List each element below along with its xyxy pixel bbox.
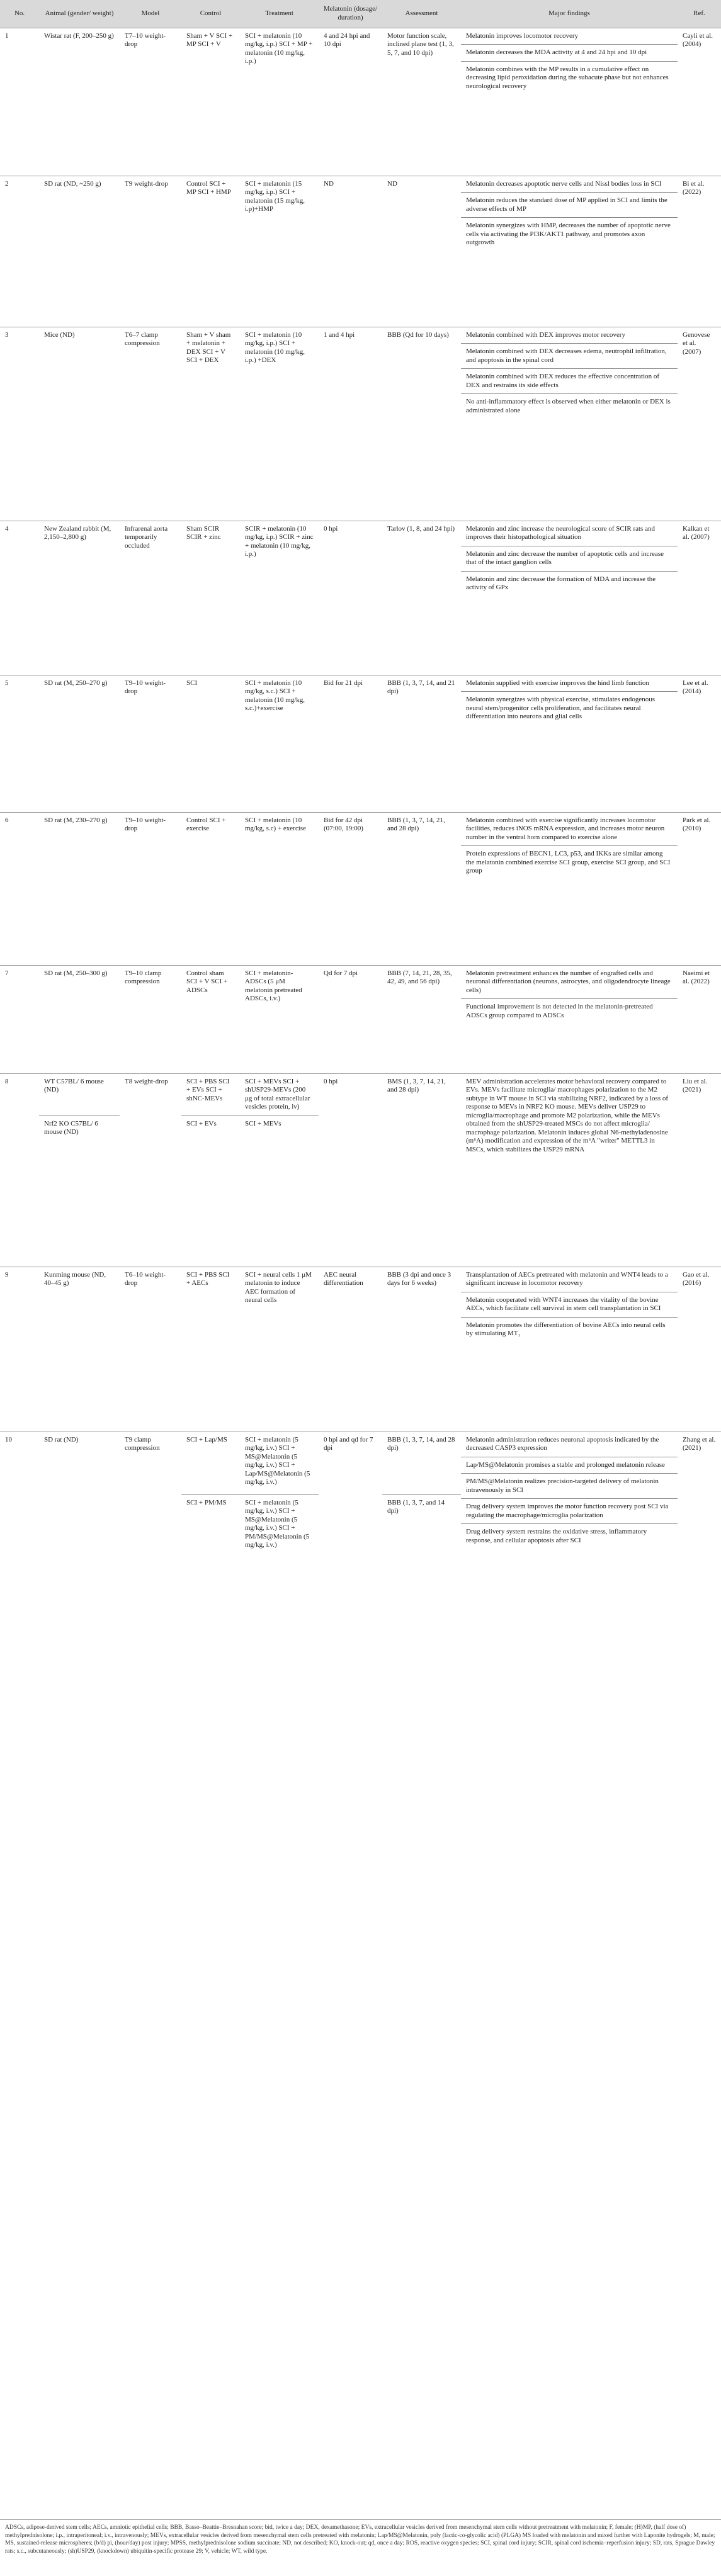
header-findings: Major findings (461, 0, 678, 28)
cell-model: T8 weight-drop (120, 1073, 181, 1267)
cell-control: Control sham SCI + V SCI + ADSCs (181, 965, 240, 1073)
cell-control: Sham + V SCI + MP SCI + V (181, 28, 240, 176)
cell-assessment: BBB (1, 3, 7, and 14 dpi) (387, 1498, 445, 1515)
finding-item: Melatonin improves locomotor recovery (461, 28, 678, 45)
cell-ref: Gao et al. (2016) (678, 1267, 721, 1432)
cell-control: SCI + PBS SCI + EVs SCI + shNC-MEVs (181, 1073, 240, 1116)
cell-findings (461, 812, 678, 965)
finding-item: Melatonin combined with DEX improves motor recovery (461, 327, 678, 344)
cell-control: SCI + PBS SCI + AECs (181, 1267, 240, 1432)
cell-animal: SD rat (ND, ~250 g) (39, 176, 120, 327)
cell-control: Sham SCIR SCIR + zinc (181, 521, 240, 675)
header-no: No. (0, 0, 39, 28)
finding-item: Drug delivery system restrains the oxidative stress, inflammatory response, and cellular apoptosis after SCI (466, 1528, 647, 1544)
header-treatment: Treatment (240, 0, 319, 28)
cell-animal: Kunming mouse (ND, 40–45 g) (39, 1267, 120, 1432)
cell-assessment: BBB (1, 3, 7, 14, and 21 dpi) (382, 675, 461, 812)
table-footnote: ADSCs, adipose-derived stem cells; AECs, amniotic epithelial cells; BBB, Basso–Beattie–Bresnahan score; bid, twice a day; DEX, dexamethasone; EVs, extracellular vesicles derived from mesenchymal stem cells without pretreatment with melatonin; F, female; (H)MP, (half dose of) methylprednisolone; i.p., intraperitoneal; i.v., intravenously; MEVs, extracellular vesicles derived from mesenchymal stem cells pretreated with melatonin; Lap/MS@Melatonin, poly (lactic-co-glycolic acid) (PLGA) MS loaded with melatonin and mixed further with Laponite hydrogels; M, male; MS, sustained-release microspheres; (b/d) pi, (hour/day) post injury; MPSS, methylprednisolone sodium succinate; ND, not described; KO, knock-out; qd, once a day; ROS, reactive oxygen species; SCI, spinal cord injury; SCIR, spinal cord ischemia–reperfusion injury; SD, rats, Sprague Dawley rats; s.c., subcutaneously; (sh)USP29, (knockdown) ubiquitin-specific protease 29; V, vehicle; WT, wild type. (0, 2519, 721, 2555)
finding-item: Protein expressions of BECN1, LC3, p53, and IKKs are similar among the melatonin combined exercise SCI group, exercise SCI group, and SCI group (466, 850, 671, 874)
cell-melatonin: 0 hpi (319, 1073, 382, 1267)
cell-findings (461, 675, 678, 812)
cell-animal: WT C57BL/ 6 mouse (ND) (39, 1073, 120, 1116)
finding-item: Melatonin combines with the MP results in a cumulative effect on decreasing lipid peroxidation during the subacute phase but not enhances neurological recovery (466, 65, 669, 90)
cell-model: T9–10 weight-drop (120, 812, 181, 965)
cell-ref: Cayli et al. (2004) (678, 28, 721, 176)
table-row (0, 327, 721, 521)
cell-melatonin: Bid for 21 dpi (319, 675, 382, 812)
cell-control: Control SCI + exercise (181, 812, 240, 965)
cell-assessment: BBB (1, 3, 7, 14, 21, and 28 dpi) (382, 812, 461, 965)
cell-model: T9–10 weight-drop (120, 675, 181, 812)
table-row (0, 521, 721, 675)
cell-findings (461, 1432, 678, 1659)
header-assessment: Assessment (382, 0, 461, 28)
cell-melatonin: Bid for 42 dpi (07:00, 19:00) (319, 812, 382, 965)
cell-assessment: Tarlov (1, 8, and 24 hpi) (382, 521, 461, 675)
cell-treatment: SCI + melatonin (5 mg/kg, i.v.) SCI + MS@Melatonin (5 mg/kg, i.v.) SCI + Lap/MS@Melatonin (5 mg/kg, i.v.) (240, 1432, 319, 1494)
cell-control: SCI + EVs (181, 1116, 240, 1267)
table-row (0, 965, 721, 1073)
finding-item: Melatonin promotes the differentiation of bovine AECs into neural cells by stimulating MT₁ (466, 1321, 666, 1337)
cell-model: T9 clamp compression (125, 1435, 160, 1452)
cell-ref: Genovese et al. (2007) (678, 327, 721, 521)
cell-findings (461, 521, 678, 675)
cell-assessment: BBB (1, 3, 7, 14, and 28 dpi) (382, 1432, 461, 1494)
cell-melatonin: ND (319, 176, 382, 327)
cell-treatment: SCI + MEVs SCI + shUSP29-MEVs (200 μg of total extracellular vesicles protein, iv) (240, 1073, 319, 1116)
cell-animal: SD rat (M, 230–270 g) (39, 812, 120, 965)
cell-assessment: Motor function scale, inclined plane test (1, 3, 5, 7, and 10 dpi) (382, 28, 461, 176)
header-ref: Ref. (678, 0, 721, 28)
cell-findings (461, 327, 678, 521)
cell-treatment: SCI + melatonin-ADSCs (5 μM melatonin pretreated ADSCs, i.v.) (240, 965, 319, 1073)
cell-model: T9 weight-drop (120, 176, 181, 327)
finding-item: Lap/MS@Melatonin promises a stable and prolonged melatonin release (461, 1457, 678, 1474)
cell-animal: Mice (ND) (39, 327, 120, 521)
cell-assessment: BBB (7, 14, 21, 28, 35, 42, 49, and 56 dpi) (382, 965, 461, 1073)
cell-no: 6 (0, 812, 39, 965)
cell-animal: Nrf2 KO C57BL/ 6 mouse (ND) (39, 1116, 120, 1267)
cell-treatment: SCI + neural cells 1 μM melatonin to induce AEC formation of neural cells (240, 1267, 319, 1432)
cell-ref: Bi et al. (2022) (678, 176, 721, 327)
table-row (0, 1267, 721, 1432)
table-row (0, 675, 721, 812)
cell-melatonin: 1 and 4 hpi (319, 327, 382, 521)
finding-item: Melatonin combined with DEX decreases edema, neutrophil infiltration, and apoptosis in the spinal cord (461, 344, 678, 369)
finding-item: Melatonin reduces the standard dose of MP applied in SCI and limits the adverse effects of MP (461, 193, 678, 218)
cell-model: T9–10 clamp compression (120, 965, 181, 1073)
finding-item: No anti-inflammatory effect is observed when either melatonin or DEX is administrated alone (466, 398, 671, 414)
cell-ref: Naeimi et al. (2022) (678, 965, 721, 1073)
cell-melatonin: 0 hpi (319, 521, 382, 675)
cell-assessment: BBB (Qd for 10 days) (382, 327, 461, 521)
cell-ref: Lee et al. (2014) (678, 675, 721, 812)
cell-control: SCI (181, 675, 240, 812)
cell-findings: MEV administration accelerates motor behavioral recovery compared to EVs. MEVs facilitate microglia/ macrophages polarization to the M2 subtype in WT mouse in SCI via stabilizing NRF2, indicated by a loss of response to MEVs in NRF2 KO mouse. MEVs deliver USP29 to microglia/macrophage and promote M2 polarization, while the MEVs obtained from the shUSP29-treated MSCs do not affect microglia/ macrophage polarization. Melatonin induces global N6-methyladenosine (m⁶A) modification and expression of the m⁶A "writer" METTL3 in MSCs, which stabilizes the USP29 mRNA (461, 1073, 678, 1267)
cell-model: T7–10 weight-drop (120, 28, 181, 176)
cell-findings (461, 965, 678, 1073)
cell-melatonin: 4 and 24 hpi and 10 dpi (319, 28, 382, 176)
cell-melatonin: Qd for 7 dpi (319, 965, 382, 1073)
finding-item: Melatonin administration reduces neuronal apoptosis indicated by the decreased CASP3 expression (461, 1432, 678, 1457)
cell-treatment: SCI + melatonin (5 mg/kg, i.v.) SCI + MS@Melatonin (5 mg/kg, i.v.) SCI + PM/MS@Melatonin (5 mg/kg, i.v.) (245, 1498, 310, 1549)
finding-item: Functional improvement is not detected in the melatonin-pretreated ADSCs group compared to ADSCs (466, 1003, 653, 1019)
cell-treatment: SCIR + melatonin (10 mg/kg, i.p.) SCIR + zinc + melatonin (10 mg/kg, i.p.) (240, 521, 319, 675)
cell-control: Control SCI + MP SCI + HMP (181, 176, 240, 327)
cell-findings (461, 28, 678, 176)
cell-melatonin: AEC neural differentiation (319, 1267, 382, 1432)
cell-control: SCI + PM/MS (186, 1498, 227, 1506)
cell-no: 3 (0, 327, 39, 521)
finding-item: Melatonin and zinc decrease the number of apoptotic cells and increase that of the intact ganglion cells (461, 546, 678, 572)
cell-ref: Park et al. (2010) (678, 812, 721, 965)
cell-findings (461, 176, 678, 327)
table-row (0, 28, 721, 176)
table-row (0, 812, 721, 965)
cell-model: T6–10 weight-drop (120, 1267, 181, 1432)
table-row (0, 1432, 721, 1494)
finding-item: Melatonin decreases the MDA activity at 4 and 24 hpi and 10 dpi (461, 45, 678, 62)
finding-item: PM/MS@Melatonin realizes precision-targeted delivery of melatonin intravenously in SCI (461, 1474, 678, 1499)
finding-item: Melatonin combined with DEX reduces the effective concentration of DEX and restrains its side effects (461, 369, 678, 394)
cell-control: Sham + V sham + melatonin + DEX SCI + V SCI + DEX (181, 327, 240, 521)
table-row (0, 176, 721, 327)
cell-animal: New Zealand rabbit (M, 2,150–2,800 g) (39, 521, 120, 675)
finding-item: Drug delivery system improves the motor function recovery post SCI via regulating the macrophage/microglia polarization (461, 1499, 678, 1524)
finding-item: Melatonin pretreatment enhances the number of engrafted cells and neuronal differentiation (neurons, astrocytes, and oligodendrocyte lineage cells) (461, 966, 678, 1000)
cell-no: 7 (0, 965, 39, 1073)
cell-model: Infrarenal aorta temporarily occluded (120, 521, 181, 675)
finding-item: Melatonin synergizes with HMP, decreases the number of apoptotic nerve cells via activating the PI3K/AKT1 pathway, and promotes axon outgrowth (466, 222, 671, 246)
cell-no: 1 (0, 28, 39, 176)
header-control: Control (181, 0, 240, 28)
header-model: Model (120, 0, 181, 28)
finding-item: Melatonin combined with exercise significantly increases locomotor facilities, reduces iNOS mRNA expression, and increases motor neuron number in the ventral horn compared to exercise alone (461, 813, 678, 847)
cell-ref: Liu et al. (2021) (678, 1073, 721, 1267)
finding-item: Melatonin synergizes with physical exercise, stimulates endogenous neural stem/progenitor cells proliferation, and facilitates neural differentiation into neurons and glial cells (466, 696, 656, 720)
cell-assessment: BBB (3 dpi and once 3 days for 6 weeks) (382, 1267, 461, 1432)
cell-assessment: ND (382, 176, 461, 327)
cell-no: 10 (5, 1435, 12, 1443)
cell-melatonin: 0 hpi and qd for 7 dpi (324, 1435, 373, 1452)
cell-treatment: SCI + melatonin (10 mg/kg, s.c) + exercise (240, 812, 319, 965)
cell-animal: SD rat (ND) (44, 1435, 79, 1443)
cell-model: T6–7 clamp compression (120, 327, 181, 521)
cell-treatment: SCI + melatonin (15 mg/kg, i.p.) SCI + melatonin (15 mg/kg, i.p)+HMP (240, 176, 319, 327)
cell-treatment: SCI + melatonin (10 mg/kg, i.p.) SCI + melatonin (10 mg/kg, i.p.) +DEX (240, 327, 319, 521)
cell-no: 2 (0, 176, 39, 327)
header-animal: Animal (gender/ weight) (39, 0, 120, 28)
cell-ref: Zhang et al. (2021) (683, 1435, 716, 1452)
cell-animal: SD rat (M, 250–300 g) (39, 965, 120, 1073)
finding-item: Melatonin cooperated with WNT4 increases the vitality of the bovine AECs, which facilitate cell survival in stem cell transplantation in SCI (461, 1292, 678, 1318)
cell-treatment: SCI + melatonin (10 mg/kg, i.p.) SCI + MP + melatonin (10 mg/kg, i.p.) (240, 28, 319, 176)
cell-ref: Kalkan et al. (2007) (678, 521, 721, 675)
finding-item: Melatonin decreases apoptotic nerve cells and Nissl bodies loss in SCI (461, 176, 678, 193)
finding-item: Transplantation of AECs pretreated with melatonin and WNT4 leads to a significant increase in locomotor recovery (461, 1267, 678, 1292)
cell-control: SCI + Lap/MS (181, 1432, 240, 1494)
cell-no: 8 (0, 1073, 39, 1267)
cell-animal: Wistar rat (F, 200–250 g) (39, 28, 120, 176)
cell-no: 4 (0, 521, 39, 675)
cell-findings (461, 1267, 678, 1432)
table-header (0, 0, 721, 28)
finding-item: Melatonin and zinc increase the neurological score of SCIR rats and improves their histopathological situation (461, 521, 678, 546)
finding-item: Melatonin and zinc decrease the formation of MDA and increase the activity of GPx (466, 575, 656, 591)
table-row (0, 1073, 721, 1116)
cell-treatment: SCI + melatonin (10 mg/kg, s.c.) SCI + melatonin (10 mg/kg, s.c.)+exercise (240, 675, 319, 812)
cell-no: 9 (0, 1267, 39, 1432)
cell-treatment: SCI + MEVs (240, 1116, 319, 1267)
cell-animal: SD rat (M, 250–270 g) (39, 675, 120, 812)
header-melatonin: Melatonin (dosage/ duration) (319, 0, 382, 28)
finding-item: Melatonin supplied with exercise improves the hind limb function (461, 675, 678, 692)
cell-no: 5 (0, 675, 39, 812)
cell-assessment: BMS (1, 3, 7, 14, 21, and 28 dpi) (382, 1073, 461, 1267)
